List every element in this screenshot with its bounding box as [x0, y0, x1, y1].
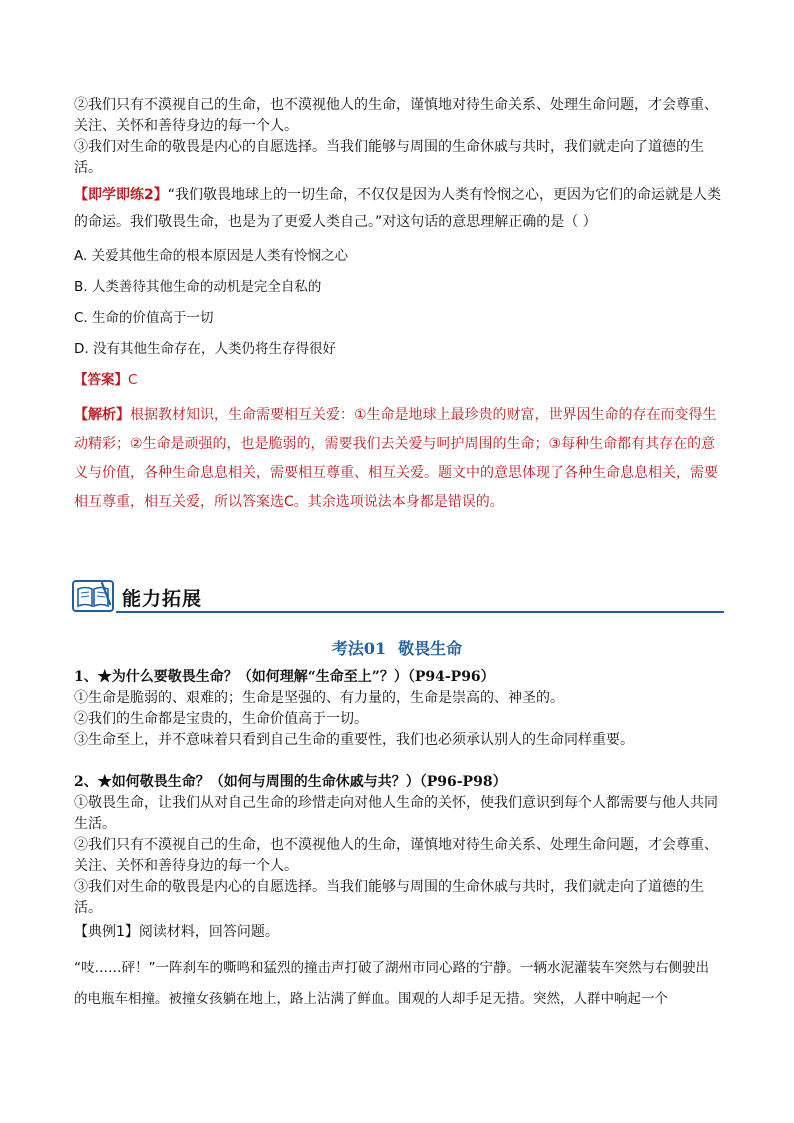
- q1-item: ①生命是脆弱的、艰难的；生命是坚强的、有力量的，生命是崇高的、神圣的。: [74, 690, 564, 706]
- example-heading: [74, 922, 279, 942]
- kaofa-title: [0, 636, 794, 659]
- answer-value: C: [128, 372, 138, 388]
- practice-question-text: “我们敬畏地球上的一切生命，不仅仅是因为人类有怜悯之心，更因为它们的命运就是人类的命运。我们敬畏生命，也是为了更爱人类自己。”对这句话的意思理解正确的是（ ）: [74, 187, 722, 230]
- analysis-label: 【解析】: [74, 407, 130, 423]
- q2-item: ②我们只有不漠视自己的生命，也不漠视他人的生命，谨慎地对待生命关系、处理生命问题，才会尊重、关注、关怀和善待身边的每一个人。: [74, 837, 718, 874]
- section-divider: [116, 611, 724, 613]
- option-c: C. 生命的价值高于一切: [74, 310, 214, 326]
- analysis-text: 根据教材知识，生命需要相互关爱：①生命是地球上最珍贵的财富，世界因生命的存在而变得生动精彩；②生命是顽强的，也是脆弱的，需要我们去关爱与呵护周围的生命；③每种生命都有其存在的意义与价值，各种生命息息相关，需要相互尊重、相互关爱。题文中的意思体现了各种生命息息相关，需要相互尊重，相互关爱，所以答案选C。其余选项说法本身都是错误的。: [74, 407, 718, 510]
- answer-line: [74, 370, 137, 390]
- option-d: D. 没有其他生命存在，人类仍将生存得很好: [74, 341, 336, 357]
- q1-item: ②我们的生命都是宝贵的，生命价值高于一切。: [74, 711, 368, 727]
- option-a: A. 关爱其他生命的根本原因是人类有怜悯之心: [74, 248, 349, 264]
- analysis: [74, 401, 722, 517]
- section-header: [72, 578, 724, 616]
- kaofa-code: 考法01: [331, 639, 387, 658]
- example-material: “吱……砰！”一阵刹车的嘶鸣和猛烈的撞击声打破了湖州市同心路的宁静。一辆水泥灌装车突然与右侧驶出的电瓶车相撞。被撞女孩躺在地上，路上沾满了鲜血。围观的人却手足无措。突然，人群中响起一个: [74, 960, 709, 1007]
- example-instruction: 阅读材料，回答问题。: [138, 924, 279, 940]
- point-2-text: ②我们只有不漠视自己的生命，也不漠视他人的生命，谨慎地对待生命关系、处理生命问题，才会尊重、关注、关怀和善待身边的每一个人。: [74, 97, 718, 134]
- open-book-icon: [72, 580, 114, 612]
- q2-heading: 2、★如何敬畏生命？（如何与周围的生命休戚与共？）（P96-P98）: [74, 774, 507, 790]
- kaofa-name: 敬畏生命: [398, 639, 463, 658]
- example-label: 【典例1】: [74, 924, 139, 940]
- q1-heading: 1、★为什么要敬畏生命？（如何理解“生命至上”？）（P94-P96）: [74, 669, 495, 685]
- practice-label: 【即学即练2】: [74, 187, 168, 203]
- point-3-text: ③我们对生命的敬畏是内心的自愿选择。当我们能够与周围的生命休戚与共时，我们就走向了道德的生活。: [74, 139, 704, 176]
- q2-item: ①敬畏生命，让我们从对自己生命的珍惜走向对他人生命的关怀，使我们意识到每个人都需要与他人共同生活。: [74, 795, 718, 832]
- practice-question: [74, 182, 722, 236]
- q1-item: ③生命至上，并不意味着只看到自己生命的重要性，我们也必须承认别人的生命同样重要。: [74, 732, 634, 748]
- answer-label: 【答案】: [74, 372, 128, 388]
- section-title: 能力拓展: [122, 588, 203, 610]
- option-b: B. 人类善待其他生命的动机是完全自私的: [74, 279, 322, 295]
- q2-item: ③我们对生命的敬畏是内心的自愿选择。当我们能够与周围的生命休戚与共时，我们就走向了道德的生活。: [74, 879, 704, 916]
